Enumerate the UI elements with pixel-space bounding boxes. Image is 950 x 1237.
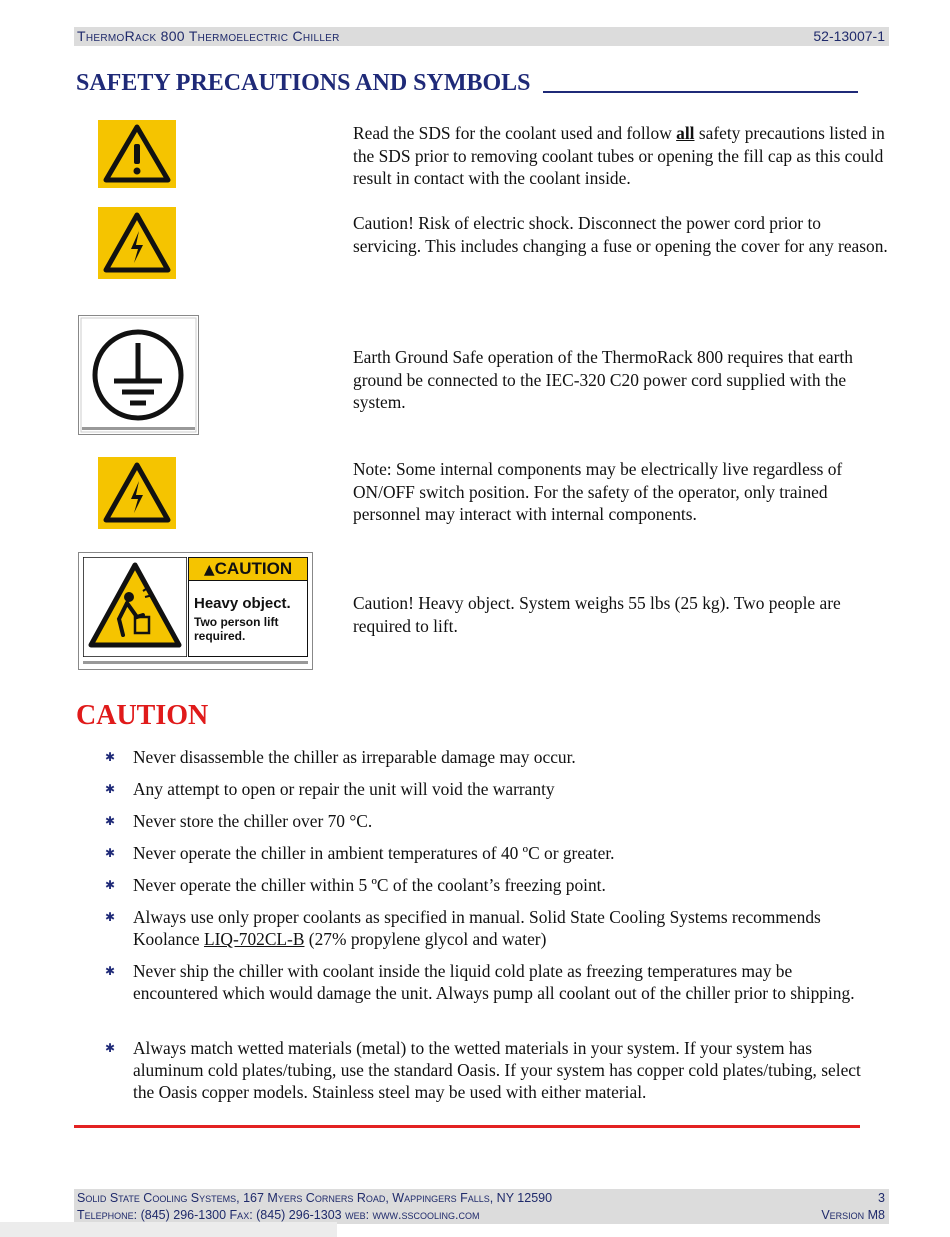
- sds-text-after: safety precautions listed in the SDS prior to removing coolant tubes or opening the fill cap as this could result in contact with the coolant inside.: [353, 123, 885, 188]
- caution-label-banner: [188, 557, 308, 581]
- caution-heading: CAUTION: [76, 700, 209, 731]
- koolance-product-link[interactable]: LIQ-702CL-B: [203, 929, 305, 949]
- list-item: [105, 906, 863, 950]
- running-footer: [74, 1189, 889, 1224]
- sds-paragraph: [353, 122, 893, 190]
- warning-triangle-icon: ▲: [203, 562, 215, 578]
- caution-label-line3: required.: [194, 629, 246, 643]
- section-title-text: SAFETY PRECAUTIONS AND SYMBOLS: [76, 70, 531, 96]
- header-title: ThermoRack 800 Thermoelectric Chiller: [77, 28, 340, 44]
- sds-text-emphasis: all: [676, 123, 695, 143]
- header-doc-number: 52-13007-1: [813, 28, 885, 44]
- list-item-text: Never disassemble the chiller as irreparable damage may occur.: [133, 747, 576, 767]
- list-item: [105, 842, 863, 864]
- sds-text-before: Read the SDS for the coolant used and follow: [353, 123, 677, 143]
- list-item-text: Always match wetted materials (metal) to the wetted materials in your system. If your system has aluminum cold plates/tubing, use the standard Oasis. If your system has copper cold plates/tubing, select the Oasis copper models. Stainless steel may be used with either material.: [133, 1038, 861, 1102]
- list-item-text: Any attempt to open or repair the unit will void the warranty: [133, 779, 555, 799]
- asterisk-bullet-icon: ✱: [105, 814, 116, 828]
- list-item-text: Always use only proper coolants as specified in manual. Solid State Cooling Systems recommends Koolance: [133, 907, 821, 949]
- label-fine-print-strip: [83, 661, 308, 664]
- list-item-text: Never ship the chiller with coolant inside the liquid cold plate as freezing temperatures may be encountered which would damage the unit. Always pump all coolant out of the chiller prior to shipping.: [133, 961, 855, 1003]
- caution-label-line1: Heavy object.: [194, 595, 291, 612]
- general-warning-icon: [98, 120, 176, 188]
- asterisk-bullet-icon: ✱: [105, 782, 116, 796]
- footer-address: Solid State Cooling Systems, 167 Myers Corners Road, Wappingers Falls, NY 12590: [77, 1191, 553, 1205]
- heavy-lift-icon: [78, 552, 313, 670]
- red-divider: [74, 1125, 860, 1128]
- caution-label-line2: Two person lift: [194, 615, 279, 629]
- asterisk-bullet-icon: ✱: [105, 750, 116, 764]
- heavy-object-paragraph: Caution! Heavy object. System weighs 55 lbs (25 kg). Two people are required to lift.: [353, 593, 841, 636]
- list-item: [105, 810, 863, 832]
- list-item-text: Never operate the chiller within 5 ºC of the coolant’s freezing point.: [133, 875, 606, 895]
- list-item: [105, 1037, 863, 1103]
- list-item: [105, 746, 863, 768]
- page-edge-strip: [0, 1222, 337, 1237]
- list-item-text: Never store the chiller over 70 °C.: [133, 811, 373, 831]
- asterisk-bullet-icon: ✱: [105, 910, 116, 924]
- list-item: [105, 874, 863, 896]
- asterisk-bullet-icon: ✱: [105, 1041, 116, 1055]
- list-item: [105, 960, 863, 1004]
- list-item-text: Never operate the chiller in ambient temperatures of 40 ºC or greater.: [133, 843, 615, 863]
- footer-version: Version M8: [821, 1208, 885, 1222]
- earth-ground-paragraph: Earth Ground Safe operation of the ThermoRack 800 requires that earth ground be connected to the IEC-320 C20 power cord supplied with the system.: [353, 347, 853, 412]
- caution-label-body: [188, 581, 308, 657]
- list-item-text: (27% propylene glycol and water): [304, 929, 547, 949]
- running-header: [74, 27, 889, 46]
- internal-components-paragraph: Note: Some internal components may be electrically live regardless of ON/OFF switch position. For the safety of the operator, only trained personnel may interact with internal components.: [353, 459, 843, 524]
- footer-contact: Telephone: (845) 296-1300 Fax: (845) 296-1303 web: www.sscooling.com: [77, 1208, 480, 1222]
- page-number: 3: [878, 1191, 885, 1205]
- section-title: [76, 70, 858, 97]
- caution-label-signal-word: CAUTION: [214, 559, 293, 578]
- asterisk-bullet-icon: ✱: [105, 846, 116, 860]
- title-rule: [543, 90, 858, 93]
- electric-shock-icon: [98, 457, 176, 529]
- electric-shock-paragraph: Caution! Risk of electric shock. Disconnect the power cord prior to servicing. This includes changing a fuse or opening the cover for any reason.: [353, 213, 888, 256]
- asterisk-bullet-icon: ✱: [105, 964, 116, 978]
- electric-shock-icon: [98, 207, 176, 279]
- asterisk-bullet-icon: ✱: [105, 878, 116, 892]
- earth-ground-icon: [78, 315, 199, 435]
- list-item: [105, 778, 863, 800]
